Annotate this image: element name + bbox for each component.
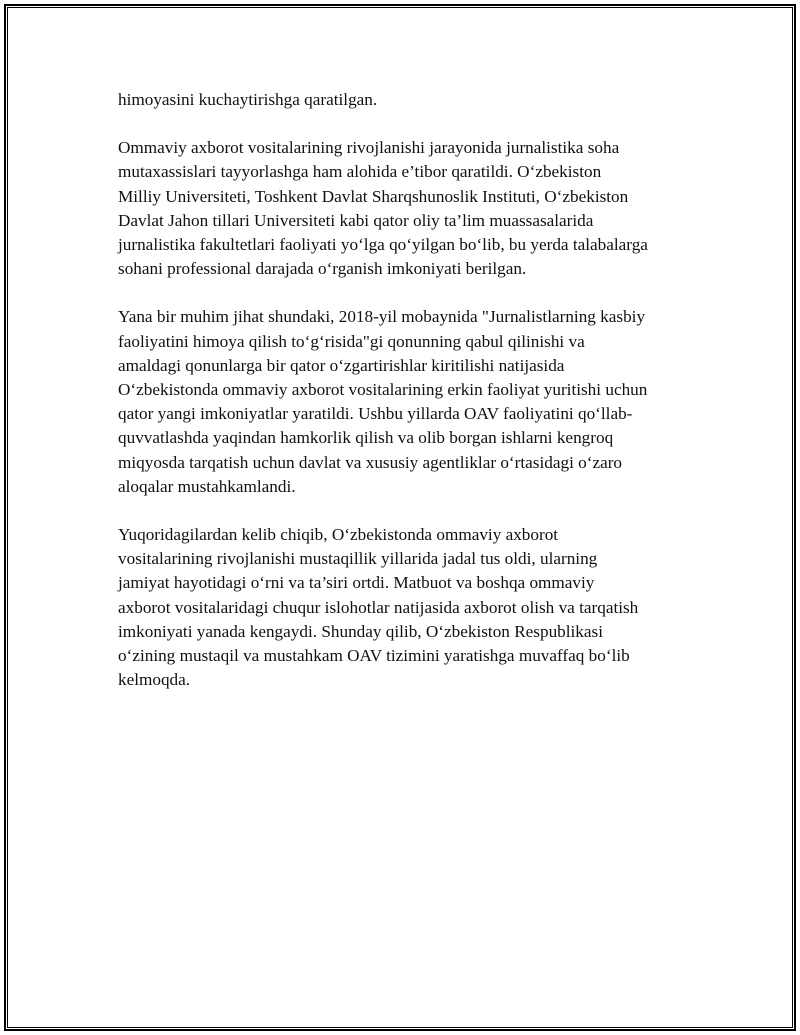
paragraph-1: himoyasini kuchaytirishga qaratilgan. — [118, 90, 378, 109]
paragraph-2: Ommaviy axborot vositalarining rivojlanishi jarayonida jurnalistika soha mutaxassislari tayyorlashga ham alohida e’tibor qaratildi. O‘zbekiston Milliy Universiteti, Toshkent Davlat Sharqshunoslik Instituti, O‘zbekiston Davlat Jahon tillari Universiteti kabi qator oliy ta’lim muassasalarida jurnalistika fakultetlari faoliyati yo‘lga qo‘yilgan bo‘lib, bu yerda talabalarga sohani professional darajada o‘rganish imkoniyati berilgan. — [118, 138, 648, 279]
paragraph-3: Yana bir muhim jihat shundaki, 2018-yil mobaynida "Jurnalistlarning kasbiy faoliyatini himoya qilish to‘g‘risida"gi qonunning qabul qilinishi va amaldagi qonunlarga bir qator o‘zgartirishlar kiritilishi natijasida O‘zbekistonda ommaviy axborot vositalarining erkin faoliyat yuritishi uchun qator yangi imkoniyatlar yaratildi. Ushbu yillarda OAV faoliyatini qo‘llab- quvvatlashda yaqindan hamkorlik qilish va olib borgan ishlarni kengroq miqyosda tarqatish uchun davlat va xususiy agentliklar o‘rtasidagi o‘zaro aloqalar mustahkamlandi. — [118, 307, 648, 496]
paragraph-4: Yuqoridagilardan kelib chiqib, O‘zbekistonda ommaviy axborot vositalarining rivojlanishi mustaqillik yillarida jadal tus oldi, ularning jamiyat hayotidagi o‘rni va ta’siri ortdi. Matbuot va boshqa ommaviy axborot vositalaridagi chuqur islohotlar natijasida axborot olish va tarqatish imkoniyati yanada kengaydi. Shunday qilib, O‘zbekiston Respublikasi o‘zining mustaqil va mustahkam OAV tizimini yaratishga muvaffaq bo‘lib kelmoqda. — [118, 525, 639, 690]
document-body — [118, 88, 698, 716]
